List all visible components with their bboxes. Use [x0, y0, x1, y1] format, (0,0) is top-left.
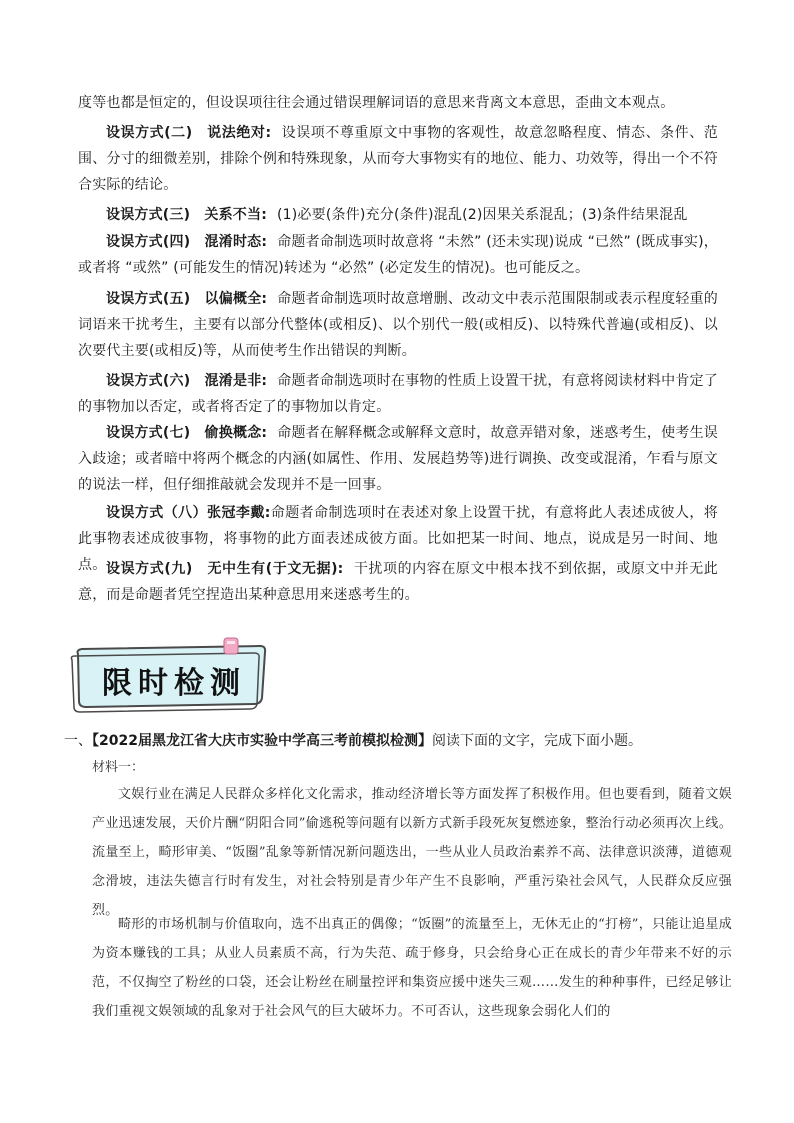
method-label: 设误方式(四) 混淆时态: [106, 234, 268, 250]
method-label: 设误方式(五) 以偏概全: [106, 291, 268, 307]
method-label: 设误方式（八）张冠李戴: [106, 505, 271, 521]
method-label: 设误方式(七) 偷换概念: [106, 425, 268, 441]
paragraph-method-7: 设误方式(七) 偷换概念: 命题者在解释概念或解释文意时，故意弄错对象，迷惑考生，使考生误入歧途；或者暗中将两个概念的内涵(如属性、作用、发展趋势等)进行调换、改变或混淆，乍看与原文的说法一样，但仔细推敲就会发现并不是一回事。 [78, 425, 718, 493]
question-instruction: 阅读下面的文字，完成下面小题。 [431, 733, 642, 749]
paragraph-method-9: 设误方式(九) 无中生有(于文无据): 干扰项的内容在原文中根本找不到依据，或原文中并无此意，而是命题者凭空捏造出某种意思用来迷惑考生的。 [78, 561, 718, 603]
paragraph-method-4: 设误方式(四) 混淆时态: 命题者命制选项时故意将 “未然” (还未实现)说成 “已然” (既成事实)，或者将 “或然” (可能发生的情况)转述为 “必然” (必定发生的情况)。也可能反之。 [78, 234, 718, 276]
method-label: 设误方式(三) 关系不当: [106, 207, 267, 223]
method-label: 设误方式(二) 说法绝对: [106, 125, 272, 141]
question-number: 一、 [64, 733, 92, 749]
paragraph-method-3: 设误方式(三) 关系不当: (1)必要(条件)充分(条件)混乱(2)因果关系混乱；(3)条件结果混乱 [106, 207, 688, 223]
paragraph-method-2: 设误方式(二) 说法绝对: 设误项不尊重原文中事物的客观性，故意忽略程度、情态、条件、范围、分寸的细微差别，排除个例和特殊现象，从而夸大事物实有的地位、能力、功效等，得出一个不符合实际的结论。 [78, 125, 718, 193]
paragraph-method-6: 设误方式(六) 混淆是非: 命题者命制选项时在事物的性质上设置干扰，有意将阅读材料中肯定了的事物加以否定，或者将否定了的事物加以肯定。 [78, 373, 718, 415]
paragraph-method-5: 设误方式(五) 以偏概全: 命题者命制选项时故意增删、改动文中表示范围限制或表示程度轻重的词语来干扰考生，主要有以部分代整体(或相反)、以个别代一般(或相反)、以特殊代普遍(或相反)、以次要代主要(或相反)等，从而使考生作出错误的判断。 [78, 291, 718, 359]
paragraph-continuation: 度等也都是恒定的，但设误项往往会通过错误理解词语的意思来背离文本意思，歪曲文本观点。 [78, 95, 675, 111]
material-label: 材料一： [92, 760, 145, 775]
question-source: 【2022届黑龙江省大庆市实验中学高三考前模拟检测】 [92, 733, 432, 749]
section-banner [64, 636, 274, 716]
method-label: 设误方式(六) 混淆是非: [106, 373, 268, 389]
banner-title: 限时检测 [102, 666, 246, 701]
material-paragraph: 文娱行业在满足人民群众多样化文化需求，推动经济增长等方面发挥了积极作用。但也要看到，随着文娱产业迅速发展，天价片酬“阴阳合同”偷逃税等问题有以新方式新手段死灰复燃迹象，整治行动必须再次上线。流量至上，畸形审美、“饭圈”乱象等新情况新问题迭出，一些从业人员政治素养不高、法律意识淡薄，道德观念滑坡，违法失德言行时有发生，对社会特别是青少年产生不良影响，严重污染社会风气，人民群众反应强烈。 [92, 787, 732, 918]
method-label: 设误方式(九) 无中生有(于文无据): [106, 561, 344, 577]
material-paragraph: 畸形的市场机制与价值取向，选不出真正的偶像；“饭圈”的流量至上，无休无止的“打榜”，只能让追星成为资本赚钱的工具；从业人员素质不高，行为失范、疏于修身，只会给身心正在成长的青少年带来不好的示范，不仅掏空了粉丝的口袋，还会让粉丝在刷量控评和集资应援中迷失三观……发生的种种事件，已经足够让我们重视文娱领域的乱象对于社会风气的巨大破坏力。不可否认，这些现象会弱化人们的 [92, 917, 732, 1019]
question-header [64, 728, 724, 754]
paragraph-method-8: 设误方式（八）张冠李戴:命题者命制选项时在表述对象上设置干扰，有意将此人表述成彼人，将此事物表述成彼事物，将事物的此方面表述成彼方面。比如把某一时间、地点，说成是另一时间、地点。 [78, 505, 719, 573]
